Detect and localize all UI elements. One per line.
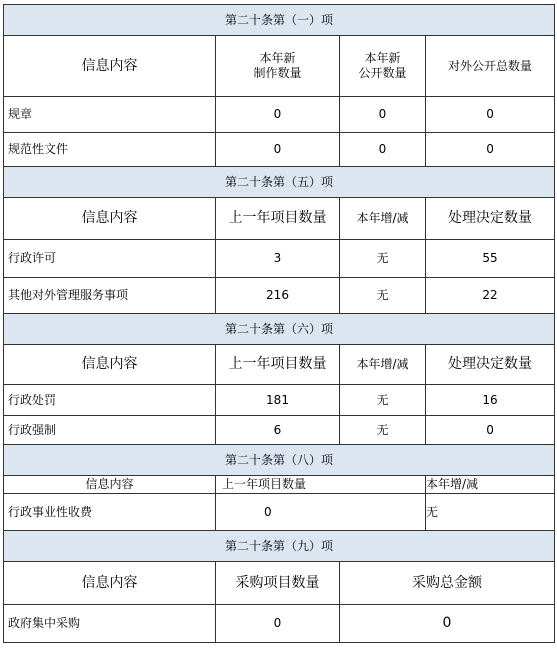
section-title: 第二十条第（六）项 — [4, 314, 555, 345]
cell-value: 无 — [340, 385, 426, 416]
cell-value: 0 — [216, 605, 340, 643]
table-row — [4, 97, 555, 133]
column-header: 信息内容 — [4, 198, 216, 240]
column-header: 上一年项目数量 — [216, 198, 340, 240]
row-label: 行政强制 — [4, 416, 216, 445]
row-label: 行政事业性收费 — [4, 494, 216, 531]
table-row — [4, 278, 555, 314]
row-label: 行政处罚 — [4, 385, 216, 416]
table-row — [4, 133, 555, 167]
column-header-row — [4, 476, 555, 494]
column-header: 信息内容 — [4, 562, 216, 605]
section-title: 第二十条第（五）项 — [4, 167, 555, 198]
section-header-row — [4, 445, 555, 476]
column-header-row — [4, 198, 555, 240]
cell-value: 无 — [340, 416, 426, 445]
cell-value: 无 — [426, 494, 555, 531]
section-header-row — [4, 314, 555, 345]
cell-value: 0 — [216, 133, 340, 167]
row-label: 行政许可 — [4, 240, 216, 278]
column-header: 本年增/减 — [426, 476, 555, 494]
table-row — [4, 385, 555, 416]
section-header-row — [4, 531, 555, 562]
column-header: 信息内容 — [4, 345, 216, 385]
cell-value: 0 — [216, 494, 426, 531]
cell-value: 0 — [340, 97, 426, 133]
row-label: 规范性文件 — [4, 133, 216, 167]
table-row — [4, 240, 555, 278]
disclosure-table — [3, 4, 555, 643]
column-header-row — [4, 36, 555, 97]
column-header: 本年新 制作数量 — [216, 36, 340, 97]
column-header-row — [4, 562, 555, 605]
cell-value: 6 — [216, 416, 340, 445]
column-header: 信息内容 — [4, 36, 216, 97]
section-title: 第二十条第（八）项 — [4, 445, 555, 476]
column-header: 对外公开总数量 — [426, 36, 555, 97]
column-header: 采购项目数量 — [216, 562, 340, 605]
table-row — [4, 494, 555, 531]
section-header-row — [4, 5, 555, 36]
column-header: 本年增/减 — [340, 198, 426, 240]
column-header-row — [4, 345, 555, 385]
cell-value: 无 — [340, 278, 426, 314]
column-header: 本年新 公开数量 — [340, 36, 426, 97]
cell-value: 22 — [426, 278, 555, 314]
cell-value: 0 — [426, 97, 555, 133]
column-header: 上一年项目数量 — [216, 476, 426, 494]
table-row — [4, 416, 555, 445]
cell-value: 0 — [426, 133, 555, 167]
cell-value: 3 — [216, 240, 340, 278]
column-header: 信息内容 — [4, 476, 216, 494]
column-header: 本年增/减 — [340, 345, 426, 385]
row-label: 规章 — [4, 97, 216, 133]
cell-value: 0 — [216, 97, 340, 133]
cell-value: 16 — [426, 385, 555, 416]
cell-value: 216 — [216, 278, 340, 314]
column-header: 采购总金额 — [340, 562, 555, 605]
cell-value: 181 — [216, 385, 340, 416]
disclosure-table-container — [3, 4, 554, 643]
column-header: 处理决定数量 — [426, 198, 555, 240]
section-title: 第二十条第（一）项 — [4, 5, 555, 36]
cell-value: 无 — [340, 240, 426, 278]
section-header-row — [4, 167, 555, 198]
column-header: 处理决定数量 — [426, 345, 555, 385]
section-title: 第二十条第（九）项 — [4, 531, 555, 562]
cell-value: 0 — [340, 605, 555, 643]
column-header: 上一年项目数量 — [216, 345, 340, 385]
table-row — [4, 605, 555, 643]
row-label: 其他对外管理服务事项 — [4, 278, 216, 314]
cell-value: 0 — [340, 133, 426, 167]
cell-value: 55 — [426, 240, 555, 278]
cell-value: 0 — [426, 416, 555, 445]
row-label: 政府集中采购 — [4, 605, 216, 643]
